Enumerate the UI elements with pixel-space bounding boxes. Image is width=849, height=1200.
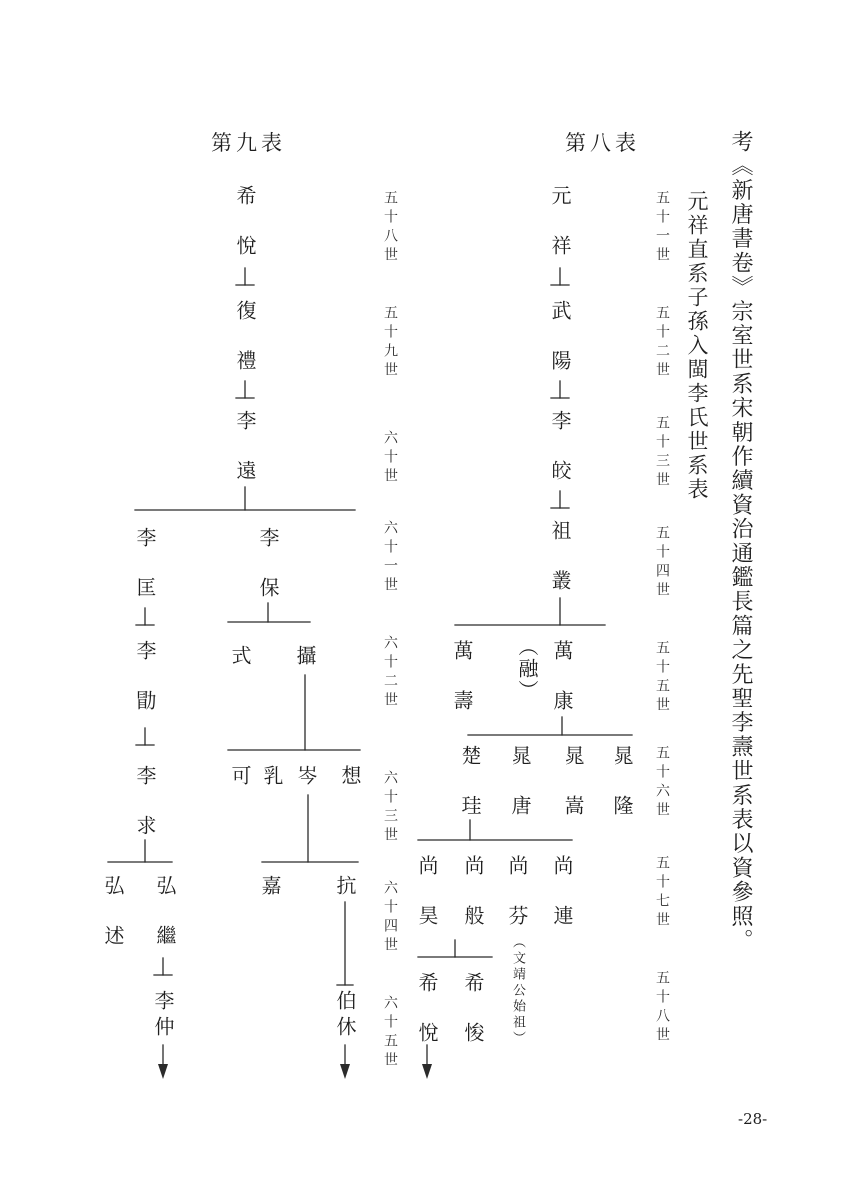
- person-name: 嘉: [258, 875, 282, 925]
- person-name: 弘繼: [153, 875, 177, 975]
- generation-label: 五十四世: [654, 525, 670, 601]
- generation-label: 六十四世: [382, 880, 398, 956]
- generation-label: 五十七世: [654, 855, 670, 931]
- generation-label: 五十六世: [654, 745, 670, 821]
- person-name: 弘述: [101, 875, 125, 975]
- person-name: 晁隆: [610, 745, 634, 845]
- generation-label: 六十世: [382, 430, 398, 487]
- person-name: 元祥: [548, 185, 572, 285]
- generation-label: 五十三世: [654, 415, 670, 491]
- table-title: 第八表: [565, 131, 640, 155]
- table-title: 第九表: [211, 131, 286, 155]
- generation-label: 五十一世: [654, 190, 670, 266]
- name-annotation: （文靖公始祖）: [510, 935, 525, 1047]
- person-name: 李仲: [151, 990, 175, 1042]
- person-name: 尚連: [550, 855, 574, 955]
- generation-label: 五十二世: [654, 305, 670, 381]
- person-name: 晁唐: [508, 745, 532, 845]
- generation-label: 五十九世: [382, 305, 398, 381]
- continuation-arrow: [158, 1045, 168, 1079]
- person-name: 希悅: [233, 185, 257, 285]
- continuation-arrow: [340, 1045, 350, 1079]
- name-annotation: （融）: [515, 636, 539, 702]
- person-name: 晁嵩: [561, 745, 585, 845]
- person-name: 抗: [333, 875, 357, 925]
- person-name: 想: [338, 765, 362, 815]
- person-name: 李遠: [233, 410, 257, 510]
- person-name: 祖叢: [548, 520, 572, 620]
- person-name: 李求: [133, 765, 157, 865]
- person-name: 楚珪: [458, 745, 482, 845]
- person-name: 萬壽: [450, 640, 474, 740]
- generation-label: 六十二世: [382, 635, 398, 711]
- person-name: 希悅: [415, 972, 439, 1072]
- person-name: 式: [228, 645, 252, 695]
- generation-label: 五十八世: [654, 970, 670, 1046]
- page-number: -28-: [738, 1110, 768, 1128]
- person-name: 尚昊: [415, 855, 439, 955]
- generation-label: 六十五世: [382, 995, 398, 1071]
- person-name: 復禮: [233, 300, 257, 400]
- person-name: 尚芬: [505, 855, 529, 955]
- person-name: 李匡: [133, 527, 157, 627]
- person-name: 尚般: [461, 855, 485, 955]
- generation-label: 六十一世: [382, 520, 398, 596]
- person-name: 李皎: [548, 410, 572, 510]
- intro-text: 考《新唐書卷》宗室世系宋朝作續資治通鑑長篇之先聖李燾世系表以資參照。: [728, 130, 753, 953]
- person-name: 萬康: [550, 640, 574, 740]
- person-name: 攝: [293, 645, 317, 695]
- person-name: 李勖: [133, 640, 157, 740]
- generation-label: 五十五世: [654, 640, 670, 716]
- chart-subtitle: 元祥直系子孫入閩李氏世系表: [685, 190, 709, 502]
- person-name: 伯休: [333, 990, 357, 1042]
- generation-label: 六十三世: [382, 770, 398, 846]
- person-name: 希悛: [461, 972, 485, 1072]
- person-name: 岑: [294, 765, 318, 815]
- person-name: 乳: [260, 765, 284, 815]
- person-name: 李保: [256, 527, 280, 627]
- person-name: 武陽: [548, 300, 572, 400]
- generation-label: 五十八世: [382, 190, 398, 266]
- person-name: 可: [228, 765, 252, 815]
